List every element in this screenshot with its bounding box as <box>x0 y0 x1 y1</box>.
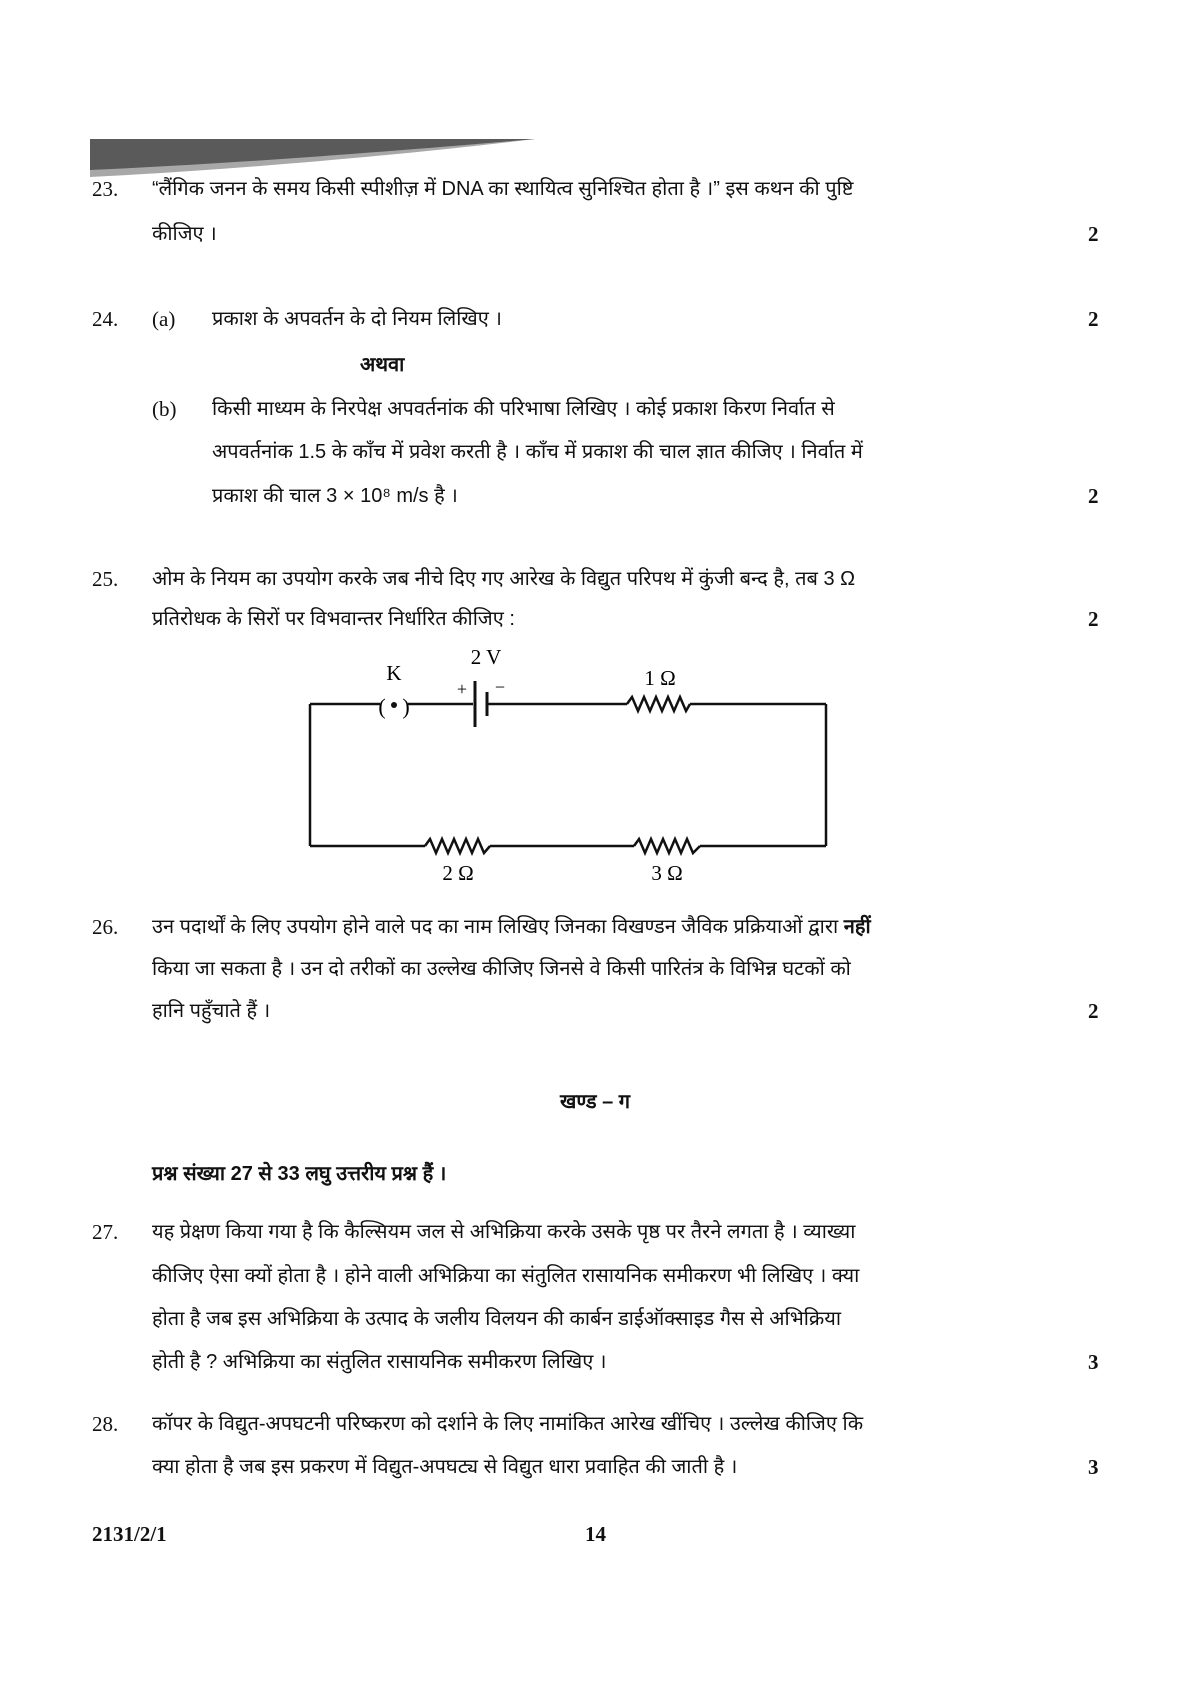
or-label: अथवा <box>360 354 405 376</box>
svg-text:): ) <box>402 694 410 719</box>
battery-plus: + <box>456 679 468 699</box>
marks: 2 <box>1088 307 1099 331</box>
marks: 3 <box>1088 1350 1099 1374</box>
question-text-line: यह प्रेक्षण किया गया है कि कैल्सियम जल से अभिक्रिया करके उसके पृष्ठ पर तैरने लगता है । व्याख्या <box>152 1221 856 1243</box>
question-text-line: होती है ? अभिक्रिया का संतुलित रासायनिक समीकरण लिखिए । <box>152 1351 607 1373</box>
question-number: 24. <box>92 307 119 331</box>
question-text-line: प्रकाश के अपवर्तन के दो नियम लिखिए । <box>212 308 502 330</box>
question-text-line: हानि पहुँचाते हैं । <box>152 1000 271 1022</box>
marks: 3 <box>1088 1455 1099 1479</box>
battery-label: 2 V <box>470 645 502 669</box>
question-text-line: कीजिए ऐसा क्यों होता है । होने वाली अभिक्रिया का संतुलित रासायनिक समीकरण भी लिखिए । क्या <box>152 1265 860 1287</box>
paper-code: 2131/2/1 <box>92 1522 167 1546</box>
resistor-label-1: 1 Ω <box>644 666 676 690</box>
question-text-line: किया जा सकता है । उन दो तरीकों का उल्लेख कीजिए जिनसे वे किसी पारितंत्र के विभिन्न घटकों को <box>152 958 851 980</box>
marks: 2 <box>1088 999 1099 1023</box>
question-number: 25. <box>92 567 119 591</box>
question-text-line: किसी माध्यम के निरपेक्ष अपवर्तनांक की परिभाषा लिखिए । कोई प्रकाश किरण निर्वात से <box>212 398 835 420</box>
emphasis-word: नहीं <box>843 916 871 938</box>
question-text-line: होता है जब इस अभिक्रिया के उत्पाद के जलीय विलयन की कार्बन डाईऑक्साइड गैस से अभिक्रिया <box>152 1308 842 1330</box>
section-instruction: प्रश्न संख्या 27 से 33 लघु उत्तरीय प्रश्न हैं । <box>152 1163 447 1185</box>
question-text-line: कॉपर के विद्युत-अपघटनी परिष्करण को दर्शाने के लिए नामांकित आरेख खींचिए । उल्लेख कीजिए कि <box>152 1413 864 1435</box>
key-label: K <box>386 661 402 685</box>
question-text-line: ओम के नियम का उपयोग करके जब नीचे दिए गए आरेख के विद्युत परिपथ में कुंजी बन्द है, तब 3 Ω <box>152 568 856 590</box>
page-number: 14 <box>585 1522 606 1546</box>
part-label-b: (b) <box>152 397 177 421</box>
svg-text:(: ( <box>378 694 386 719</box>
question-text-line: उन पदार्थों के लिए उपयोग होने वाले पद का नाम लिखिए जिनका विखण्डन जैविक प्रक्रियाओं द्वारा नहीं <box>152 916 871 938</box>
question-number: 28. <box>92 1412 119 1436</box>
key-icon <box>378 694 409 719</box>
question-number: 27. <box>92 1220 119 1244</box>
question-text-line: क्या होता है जब इस प्रकरण में विद्युत-अपघट्य से विद्युत धारा प्रवाहित की जाती है । <box>152 1456 738 1478</box>
question-number: 26. <box>92 915 119 939</box>
question-text-line: अपवर्तनांक 1.5 के काँच में प्रवेश करती है । काँच में प्रकाश की चाल ज्ञात कीजिए । निर्वात में <box>212 441 863 463</box>
marks: 2 <box>1088 607 1099 631</box>
question-number: 23. <box>92 177 119 201</box>
section-title: खण्ड – ग <box>559 1091 631 1113</box>
question-text-line: कीजिए । <box>152 223 217 245</box>
question-text-line: “लैंगिक जनन के समय किसी स्पीशीज़ में DNA का स्थायित्व सुनिश्चित होता है ।” इस कथन की पुष्टि <box>152 178 854 200</box>
marks: 2 <box>1088 222 1099 246</box>
marks: 2 <box>1088 484 1099 508</box>
question-text-line: प्रकाश की चाल 3 × 10⁸ m/s है । <box>212 485 458 507</box>
part-label-a: (a) <box>152 307 176 331</box>
question-text-line: प्रतिरोधक के सिरों पर विभवान्तर निर्धारित कीजिए : <box>152 608 515 630</box>
resistor-label-3: 3 Ω <box>651 861 683 885</box>
battery-minus: − <box>494 677 506 697</box>
resistor-label-2: 2 Ω <box>442 861 474 885</box>
